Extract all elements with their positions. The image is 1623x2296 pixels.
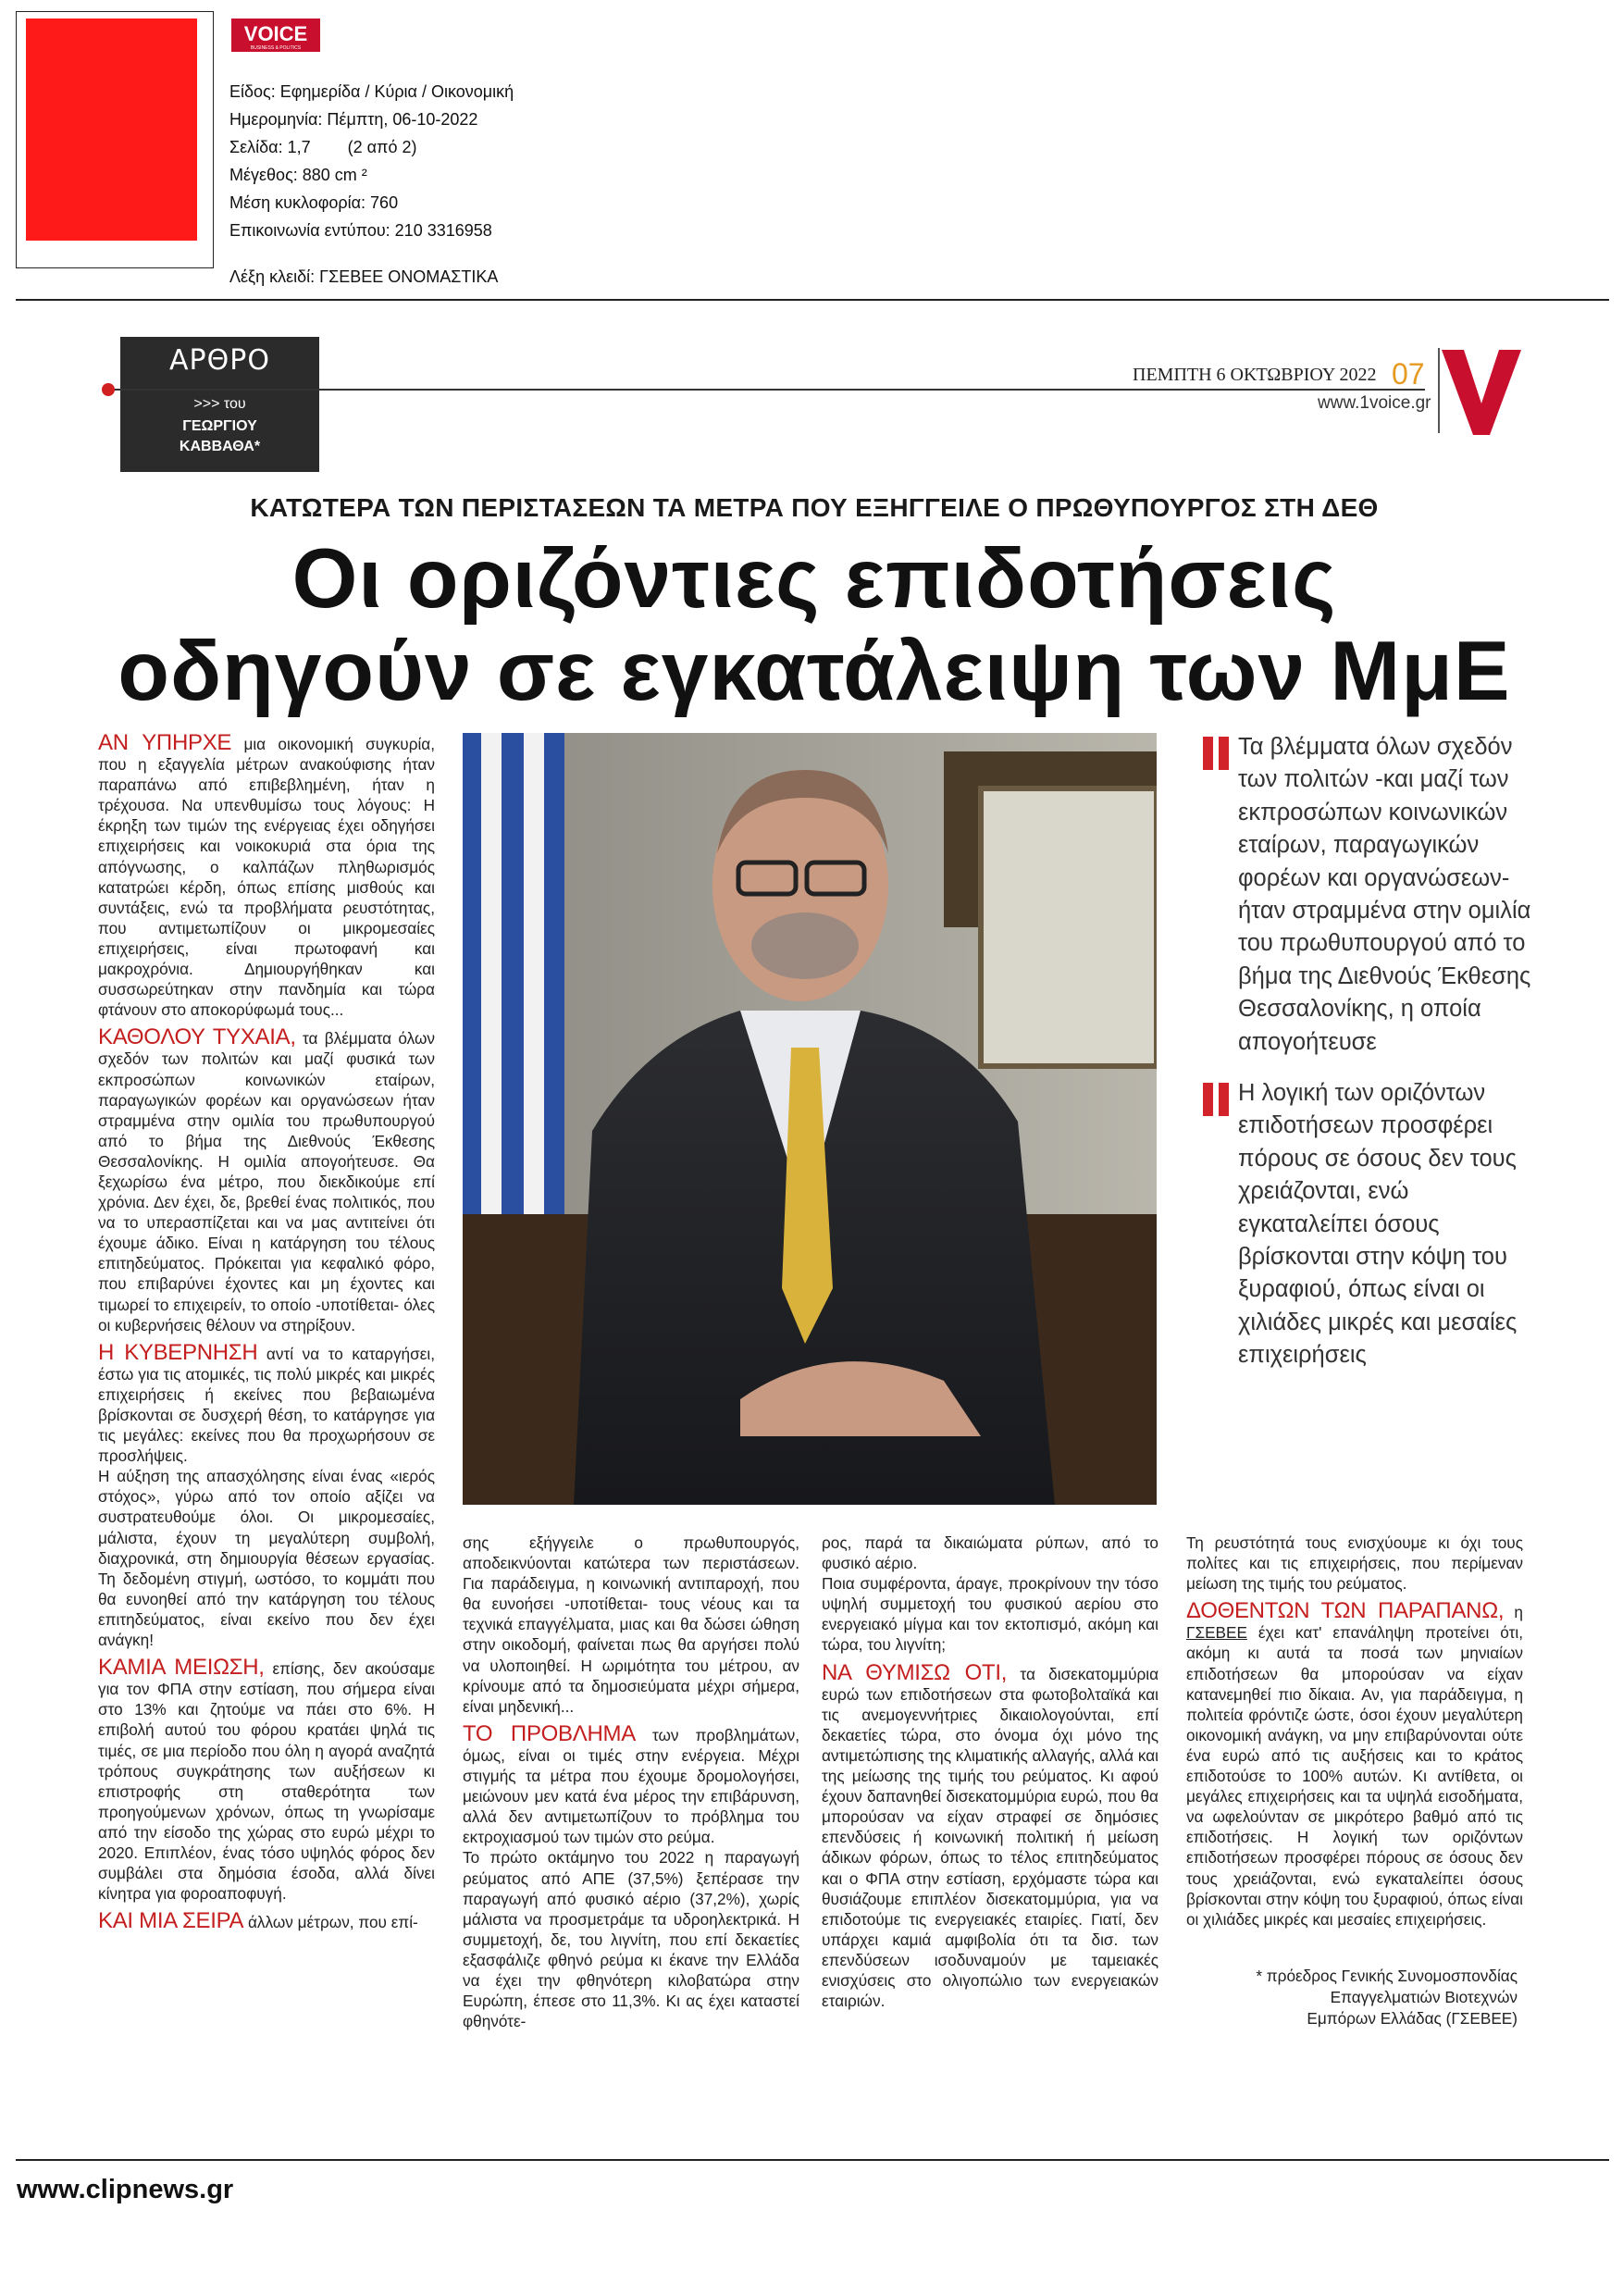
paragraph-5-text: επίσης, δεν ακούσαμε για τον ΦΠΑ στην εστίαση, που σήμερα είναι στο 13% και ζητούμε να πάει στο 6%. Η επιβολή αυτού του φόρου κρατάει ψηλά τις τιμές, σε μια περίοδο που όλη η αγορά αναζητά τρόπους συγκράτησης των αυξήσεων κι επιστροφής στη σταθερότητα των προηγούμενων χρόνων, όπως τη γνωρίσαμε από την είσοδο της χώρας στο ευρώ μέχρι το 2020. Επιπλέον, ένας τόσο υψηλός φόρος δεν συμβάλει στα δημόσια έσοδα, αλλά δίνει κίνητρα για φοροαποφυγή. [98, 1659, 435, 1904]
footer-site[interactable]: www.clipnews.gr [17, 2175, 234, 2204]
paragraph-3 [98, 1339, 435, 1467]
voice-logo-sub: BUSINESS & POLITICS [250, 45, 302, 51]
logo-divider [1438, 348, 1440, 433]
voice-logo-text: VOICE [243, 22, 308, 45]
pull-quote-2 [1203, 1077, 1536, 1372]
header-rule [111, 389, 1425, 391]
lead-in-c4: ΔΟΘΕΝΤΩΝ ΤΩΝ ΠΑΡΑΠΑΝΩ, [1186, 1598, 1505, 1624]
lead-in-c2: ΤΟ ΠΡΟΒΛΗΜΑ [463, 1720, 636, 1746]
pull-quote-2-text: Η λογική των οριζόντων επιδοτήσεων προσφέρει πόρους σε όσους δεν τους χρειάζονται, ενώ εγκαταλείπει όσους βρίσκονται στην κόψη του ξυραφιού, όπως είναι οι χιλιάδες μικρές και μεσαίες επιχειρήσεις [1238, 1080, 1518, 1369]
keyword-highlight: ΓΣΕΒΕΕ [1186, 1623, 1247, 1643]
paragraph-5 [98, 1657, 435, 1904]
lead-in-3: Η ΚΥΒΕΡΝΗΣΗ [98, 1339, 258, 1365]
column-3-text-3: τα δισεκατομμύρια ευρώ των επιδοτήσεων στα φωτοβολταϊκά και τις ανεμογεννήτριες δικαιολογούνται, επί δεκαετίες τώρα, στο όνομα όχι μόνο της αντιμετώπισης της κλιματικής αλλαγής, αλλά και της μείωσης της τιμής του ρεύματος. Κι αφού έχουν δαπανηθεί δισεκατομμύρια ευρώ, που θα μπορούσαν να είχαν στραφεί σε δημόσιες επενδύσεις ή κοινωνική πολιτική ή μείωση άδικων φόρων, όπως το τέλος επιτηδεύματος και ο ΦΠΑ στην εστίαση, ερχόμαστε τώρα και θυσιάζουμε επιπλέον δισεκατομμύρια, για να επιδοτούμε τις ενεργειακές εταιρίες. Γιατί, δεν υπάρχει καμιά αμφιβολία ότι τα δισ. των επενδύσεων ισοδυναμούν με ταμειακές ενισχύσεις στο ολιγοπώλιο των ενεργειακών εταιριών. [822, 1664, 1158, 2011]
meta-page: Σελίδα: 1,7 (2 από 2) [229, 138, 417, 156]
column-2 [463, 1533, 799, 2031]
column-2-text-1: σης εξήγγειλε ο πρωθυπουργός, αποδεικνύονται κατώτερα των περιστάσεων. Για παράδειγμα, η κοινωνική αντιπαροχή, που θα ευνοήσει -υποτίθεται- τους νέους και τα τεχνικά επαγγέλματα, μιας και θα δώσει ώθηση στην οικοδομή, φαίνεται πως θα αργήσει πολύ να υλοποιηθεί. Η ωριμότητα του μέτρου, αν κρίνουμε από τα δημοσιεύματα μέχρι σήμερα, είναι μηδενική... [463, 1533, 799, 1716]
paragraph-2-text: τα βλέμματα όλων σχεδόν των πολιτών και μαζί φυσικά των εκπροσώπων κοινωνικών εταίρων, παραγωγικών φορέων και οργανώσεων ήταν στραμμένα στην ομιλία του πρωθυπουργού από το βήμα της Διεθνούς Έκθεσης Θεσσαλονίκης. Η ομιλία απογοήτευσε. Θα ξεχωρίσω ένα μέτρο, που διεκδικούμε επί χρόνια. Δεν έχει, δε, βρεθεί ένας πολιτικός, που να το υπερασπίζεται και να μας αντιτείνει ότι έχουμε άδικο. Είναι η κατάργηση του τέλους επιτηδεύματος. Πρόκειται για κεφαλικό φόρο, που επιβαρύνει έχοντες και μη έχοντες και τιμωρεί το επιχειρείν, το οποίο -υποτίθεται- όλες οι κυβερνήσεις θέλουν να στηρίξουν. [98, 1029, 435, 1334]
paragraph-4: Η αύξηση της απασχόλησης είναι ένας «ιερός στόχος», γύρω από τον οποίο αξίζει να συστρατευθούμε όλοι. Οι μικρομεσαίες, μάλιστα, έχουν τη μεγαλύτερη συμβολή, διαχρονικά, στη δημιουργία θέσεων εργασίας. Τη δεδομένη στιγμή, ωστόσο, το κομμάτι που θα ευνοηθεί από την κατάργηση του τέλους επιτηδεύματος, είναι εκείνο που δεν έχει ανάγκη! [98, 1467, 435, 1650]
column-4 [1186, 1533, 1523, 1930]
lead-in-2: ΚΑΘΟΛΟΥ ΤΥΧΑΙΑ, [98, 1024, 296, 1050]
paragraph-1 [98, 730, 435, 1020]
page-number: 07 [1392, 357, 1425, 391]
author-photo [463, 733, 1157, 1505]
author-footnote: * πρόεδρος Γενικής Συνομοσπονδίας Επαγγελματιών Βιοτεχνών Εμπόρων Ελλάδας (ΓΣΕΒΕΕ) [1256, 1967, 1518, 2028]
header-rule-dot [102, 383, 115, 396]
column-2-text-3: Το πρώτο οκτάμηνο του 2022 η παραγωγή ρεύματος από ΑΠΕ (37,5%) ξεπέρασε την παραγωγή από φυσικό αέριο (37,2%), χωρίς μάλιστα να προσμετράμε τα υδροηλεκτρικά. Η συμμετοχή, δε, του λιγνίτη, που επί δεκαετίες εξασφάλιζε φθηνό ρεύμα κι έκανε την Ελλάδα να έχει την φθηνότερη κιλοβατώρα στην Ευρώπη, έπεσε στο 11,3%. Κι ας έχει καταστεί φθηνότε- [463, 1848, 799, 2031]
bottom-divider [16, 2159, 1609, 2161]
meta-contact: Επικοινωνία εντύπου: 210 3316958 [229, 221, 492, 240]
meta-circulation: Μέση κυκλοφορία: 760 [229, 193, 399, 212]
lead-in-c3: ΝΑ ΘΥΜΙΣΩ ΟΤΙ, [822, 1659, 1008, 1685]
lead-in-1: ΑΝ ΥΠΗΡΧΕ [98, 730, 232, 755]
meta-keyword: Λέξη κλειδί: ΓΣΕΒΕΕ ΟΝΟΜΑΣΤΙΚΑ [229, 267, 499, 286]
top-divider [16, 299, 1609, 301]
quote-mark-icon [1203, 737, 1234, 770]
kicker: ΚΑΤΩΤΕΡΑ ΤΩΝ ΠΕΡΙΣΤΑΣΕΩΝ ΤΑ ΜΕΤΡΑ ΠΟΥ ΕΞΗΓΓΕΙΛΕ Ο ΠΡΩΘΥΠΟΥΡΓΟΣ ΣΤΗ ΔΕΘ [250, 493, 1379, 522]
author-name: ΓΕΩΡΓΙΟΥ ΚΑΒΒΑΘΑ* [179, 418, 261, 454]
meta-date: Ημερομηνία: Πέμπτη, 06-10-2022 [229, 110, 478, 129]
thumbnail-placeholder [26, 19, 197, 241]
lead-in-6: ΚΑΙ ΜΙΑ ΣΕΙΡΑ [98, 1908, 244, 1934]
section-label: ΑΡΘΡΟ [169, 344, 270, 377]
section-box [120, 337, 319, 472]
column-4-text-1: Τη ρευστότητά τους ενισχύουμε κι όχι τους πολίτες και τις επιχειρήσεις, που περίμεναν μείωση της τιμής του ρεύματος. [1186, 1533, 1523, 1594]
issue-date: ΠΕΜΠΤΗ 6 ΟΚΤΩΒΡΙΟΥ 2022 [1133, 365, 1377, 385]
voice-logo [231, 15, 320, 57]
paragraph-6-text: άλλων μέτρων, που επί- [243, 1913, 418, 1932]
pull-quote-1-text: Τα βλέμματα όλων σχεδόν των πολιτών -και μαζί των εκπροσώπων κοινωνικών εταίρων, παραγωγικών φορέων και οργανώσεων- ήταν στραμμένα στην ομιλία του πρωθυπουργού από το βήμα της Διεθνούς Έκθεσης Θεσσαλονίκης, η οποία απογοήτευσε [1238, 734, 1531, 1055]
paragraph-6 [98, 1908, 435, 1934]
column-4-paragraph-2 [1186, 1598, 1523, 1930]
pull-quote-1 [1203, 731, 1536, 1059]
v-logo-icon [1442, 350, 1521, 435]
column-2-paragraph-2 [463, 1720, 799, 1848]
quote-mark-icon [1203, 1083, 1234, 1116]
lead-in-5: ΚΑΜΙΑ ΜΕΙΩΣΗ, [98, 1655, 265, 1681]
author-prefix: >>> του [193, 396, 246, 412]
headline-line-1: Οι οριζόντιες επιδοτήσεις [291, 532, 1337, 626]
column-3-text-1: ρος, παρά τα δικαιώματα ρύπων, από το φυσικό αέριο. [822, 1533, 1158, 1573]
headline-line-2: οδηγούν σε εγκατάλειψη των ΜμΕ [118, 625, 1511, 718]
website: www.1voice.gr [1318, 393, 1431, 413]
column-4-text-2b: έχει κατ' επανάληψη προτείνει ότι, ακόμη κι αυτά τα ποσά των μηνιαίων επιδοτήσεων θα μπορούσαν να είχαν κατανεμηθεί πιο δίκαια. Αν, για παράδειγμα, η πολιτεία φρόντιζε ώστε, όσοι έχουν μεγαλύτερη οικονομική ανάγκη, να μην επιβαρύνονται ούτε ένα ευρώ από τις αυξήσεις και το κράτος επιδοτούσε το 100% αυτών. Κι αντίθετα, οι μεγάλες επιχειρήσεις και τα υψηλά εισοδήματα, να ωφελούνταν σε μικρότερο βαθμό από τις επιδοτήσεις. Η λογική των οριζόντων επιδοτήσεων προσφέρει πόρους σε όσους δεν τους χρειάζονται, ενώ εγκαταλείπει όσους βρίσκονται στην κόψη του ξυραφιού, όπως είναι οι χιλιάδες μικρές και μεσαίες επιχειρήσεις. [1186, 1623, 1523, 1929]
meta-type: Είδος: Εφημερίδα / Κύρια / Οικονομική [229, 82, 514, 101]
meta-size: Μέγεθος: 880 cm ² [229, 166, 367, 184]
column-2-text-2: των προβλημάτων, όμως, είναι οι τιμές στην ενέργεια. Μέχρι στιγμής τα μέτρα που έχουμε δρομολογήσει, μειώνουν μεν κατά ένα μέρος την επιβάρυνση, αλλά δεν αντιμετωπίζουν το πρόβλημα του εκτροχιασμού των τιμών στο ρεύμα. [463, 1725, 799, 1847]
column-3 [822, 1533, 1158, 2011]
paragraph-1-text: μια οικονομική συγκυρία, που η εξαγγελία μέτρων ανακούφισης ήταν παραπάνω από επιβεβλημένη, ήταν η τρέχουσα. Να υπενθυμίσω τους λόγους: Η έκρηξη των τιμών της ενέργειας έχει οδηγήσει επιχειρήσεις και νοικοκυριά στα όρια της απόγνωσης, ο καλπάζων πληθωρισμός κατατρώει κέρδη, όπως επίσης μισθούς και συντάξεις, ενώ τα προβλήματα ρευστότητας, που αντιμετωπίζουν οι μικρομεσαίες επιχειρήσεις, είναι πρωτοφανή και μακροχρόνια. Δημιουργήθηκαν και συσσωρεύτηκαν στην πανδημία και τώρα φτάνουν στο αποκορύφωμά τους... [98, 735, 435, 1020]
column-1 [98, 730, 435, 1934]
column-4-text-2a: η [1504, 1603, 1523, 1622]
column-3-paragraph-3 [822, 1659, 1158, 2012]
paragraph-2 [98, 1024, 435, 1334]
paragraph-3-text: αντί να το καταργήσει, έστω για τις ατομικές, τις πολύ μικρές και μικρές επιχειρήσεις ή εκείνες που βεβαιωμένα βρίσκονται σε δυσχερή θέση, το κατάργησε για τις μεγάλες: εκείνες που θα προχωρήσουν σε προσλήψεις. [98, 1344, 435, 1466]
column-3-text-2: Ποια συμφέροντα, άραγε, προκρίνουν την τόσο υψηλή συμμετοχή του φυσικού αερίου στο ενεργειακό μίγμα και τον εκτοπισμό, ακόμη και τώρα, του λιγνίτη; [822, 1574, 1158, 1655]
